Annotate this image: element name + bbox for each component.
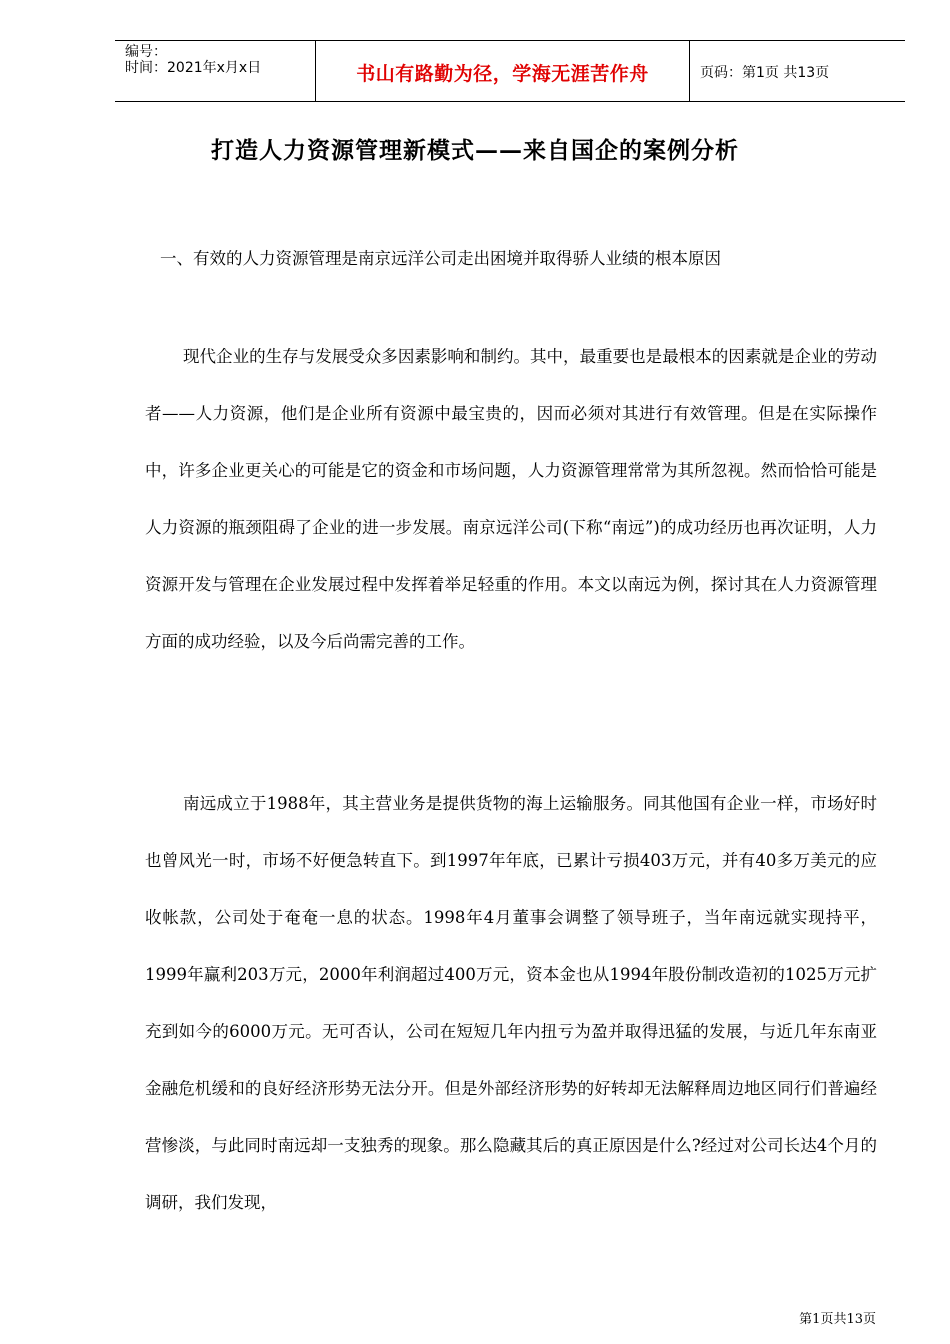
document-title: 打造人力资源管理新模式——来自国企的案例分析: [211, 137, 739, 164]
section-heading: 一、有效的人力资源管理是南京远洋公司走出困境并取得骄人业绩的根本原因: [160, 249, 721, 268]
header-motto: 书山有路勤为径，学海无涯苦作舟: [356, 63, 649, 85]
document-time-label: 时间：2021年x月x日: [125, 60, 262, 76]
document-number-label: 编号：: [125, 44, 167, 60]
header-page-info: 页码：第1页 共13页: [700, 65, 830, 81]
header-motto-cell: [316, 41, 690, 101]
page-header: [115, 40, 905, 102]
body-paragraph-1: 现代企业的生存与发展受众多因素影响和制约。其中，最重要也是最根本的因素就是企业的劳动者——人力资源，他们是企业所有资源中最宝贵的，因而必须对其进行有效管理。但是在实际操作中，许多企业更关心的可能是它的资金和市场问题，人力资源管理常常为其所忽视。然而恰恰可能是人力资源的瓶颈阻碍了企业的进一步发展。南京远洋公司(下称“南远”)的成功经历也再次证明，人力资源开发与管理在企业发展过程中发挥着举足轻重的作用。本文以南远为例，探讨其在人力资源管理方面的成功经验，以及今后尚需完善的工作。: [145, 347, 877, 651]
header-meta-cell: [115, 41, 316, 101]
page-footer-number: 第1页共13页: [799, 1312, 876, 1327]
body-paragraph-2: 南远成立于1988年，其主营业务是提供货物的海上运输服务。同其他国有企业一样，市场好时也曾风光一时，市场不好便急转直下。到1997年年底，已累计亏损403万元，并有40多万美元的应收帐款，公司处于奄奄一息的状态。1998年4月董事会调整了领导班子，当年南远就实现持平，1999年赢利203万元，2000年利润超过400万元，资本金也从1994年股份制改造初的1025万元扩充到如今的6000万元。无可否认，公司在短短几年内扭亏为盈并取得迅猛的发展，与近几年东南亚金融危机缓和的良好经济形势无法分开。但是外部经济形势的好转却无法解释周边地区同行们普遍经营惨淡，与此同时南远却一支独秀的现象。那么隐藏其后的真正原因是什么?经过对公司长达4个月的调研，我们发现，: [145, 794, 877, 1212]
header-page-cell: [690, 41, 905, 101]
